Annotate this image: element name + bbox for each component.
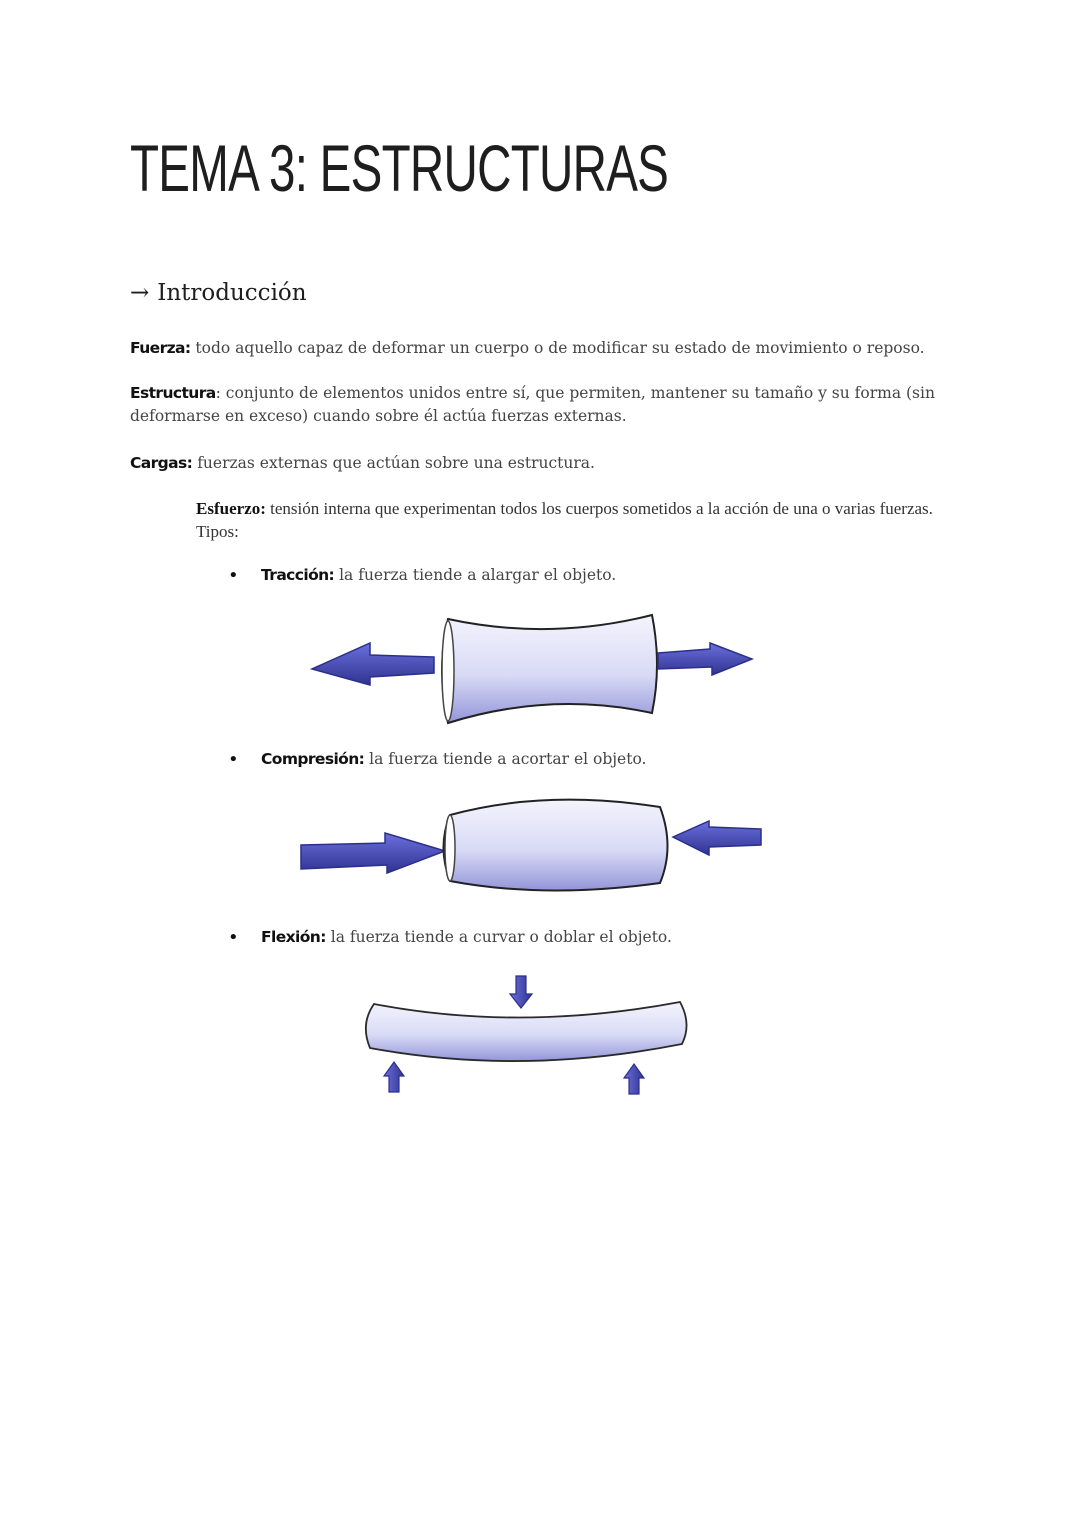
section-heading — [130, 280, 307, 306]
definition-text: fuerzas externas que actúan sobre una estructura. — [192, 454, 595, 472]
definition-term: Fuerza: — [130, 339, 191, 357]
type-compresion — [261, 750, 646, 768]
bullet-icon: • — [228, 927, 239, 948]
definition-esfuerzo — [196, 497, 936, 543]
definition-term: Esfuerzo: — [196, 499, 266, 518]
type-traccion — [261, 566, 616, 584]
beam-shape-icon — [366, 1002, 687, 1061]
body-shape-icon — [444, 800, 668, 891]
arrow-up-icon — [384, 1062, 404, 1092]
arrow-down-icon — [510, 976, 532, 1008]
type-term: Tracción: — [261, 566, 335, 584]
definition-estructura — [130, 382, 960, 428]
arrow-right-icon — [301, 833, 445, 873]
definition-text: : conjunto de elementos unidos entre sí, que permiten, mantener su tamaño y su forma (sin deformarse en exceso) cuando sobre él actúa fuerzas externas. — [130, 384, 935, 425]
definition-text: todo aquello capaz de deformar un cuerpo o de modificar su estado de movimiento o reposo. — [190, 339, 925, 357]
arrow-left-icon — [312, 643, 434, 685]
definition-text: tensión interna que experimentan todos los cuerpos sometidos a la acción de una o varias fuerzas. Tipos: — [196, 499, 933, 541]
type-text: la fuerza tiende a curvar o doblar el objeto. — [325, 928, 672, 946]
bullet-icon: • — [228, 565, 239, 586]
type-term: Compresión: — [261, 750, 365, 768]
page-title: TEMA 3: ESTRUCTURAS — [130, 131, 669, 205]
arrow-right-icon — [658, 643, 752, 675]
definition-term: Cargas: — [130, 454, 193, 472]
bullet-icon: • — [228, 749, 239, 770]
type-text: la fuerza tiende a alargar el objeto. — [334, 566, 617, 584]
type-text: la fuerza tiende a acortar el objeto. — [364, 750, 647, 768]
type-term: Flexión: — [261, 928, 326, 946]
traction-figure-icon — [300, 605, 770, 730]
arrow-left-icon — [673, 821, 761, 855]
body-shape-icon — [442, 615, 657, 723]
type-flexion — [261, 928, 672, 946]
compression-figure-icon — [295, 795, 770, 900]
right-arrow-icon: → — [130, 280, 150, 306]
flexion-figure-icon — [360, 972, 695, 1100]
definition-term: Estructura — [130, 384, 216, 402]
definition-cargas — [130, 452, 960, 475]
definition-fuerza — [130, 337, 960, 360]
arrow-up-icon — [624, 1064, 644, 1094]
section-heading-text: Introducción — [157, 280, 307, 306]
